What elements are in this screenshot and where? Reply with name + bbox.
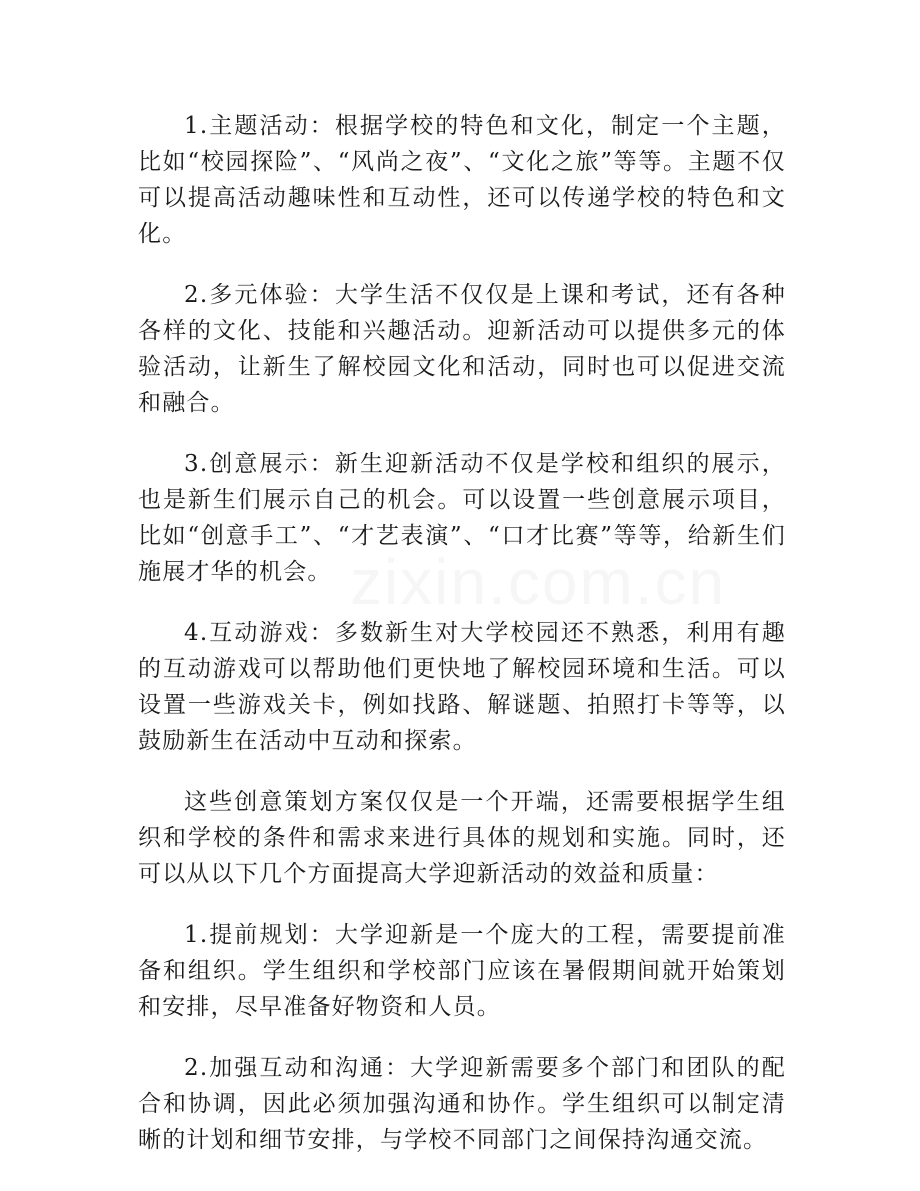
paragraph-diverse-experience: 2.多元体验：大学生活不仅仅是上课和考试，还有各种各样的文化、技能和兴趣活动。迎新活动可以提供多元的体验活动，让新生了解校园文化和活动，同时也可以促进交流和融合。 <box>138 282 786 416</box>
document-body <box>138 108 786 1183</box>
paragraph-theme-activity: 1.主题活动：根据学校的特色和文化，制定一个主题，比如“校园探险”、“风尚之夜”、“文化之旅”等等。主题不仅可以提高活动趣味性和互动性，还可以传递学校的特色和文化。 <box>138 113 786 247</box>
paragraph-creative-showcase: 3.创意展示：新生迎新活动不仅是学校和组织的展示，也是新生们展示自己的机会。可以设置一些创意展示项目，比如“创意手工”、“才艺表演”、“口才比赛”等等，给新生们施展才华的机会。 <box>138 451 786 585</box>
paragraph-communication: 2.加强互动和沟通：大学迎新需要多个部门和团队的配合和协调，因此必须加强沟通和协作。学生组织可以制定清晰的计划和细节安排，与学校不同部门之间保持沟通交流。 <box>138 1055 786 1153</box>
paragraph-early-planning: 1.提前规划：大学迎新是一个庞大的工程，需要提前准备和组织。学生组织和学校部门应该在暑假期间就开始策划和安排，尽早准备好物资和人员。 <box>138 922 786 1020</box>
paragraph-interactive-games: 4.互动游戏：多数新生对大学校园还不熟悉，利用有趣的互动游戏可以帮助他们更快地了解校园环境和生活。可以设置一些游戏关卡，例如找路、解谜题、拍照打卡等等，以鼓励新生在活动中互动和探索。 <box>138 620 786 754</box>
paragraph-summary: 这些创意策划方案仅仅是一个开端，还需要根据学生组织和学校的条件和需求来进行具体的规划和实施。同时，还可以从以下几个方面提高大学迎新活动的效益和质量： <box>138 789 786 887</box>
watermark: zixin.com.cn <box>350 546 727 618</box>
